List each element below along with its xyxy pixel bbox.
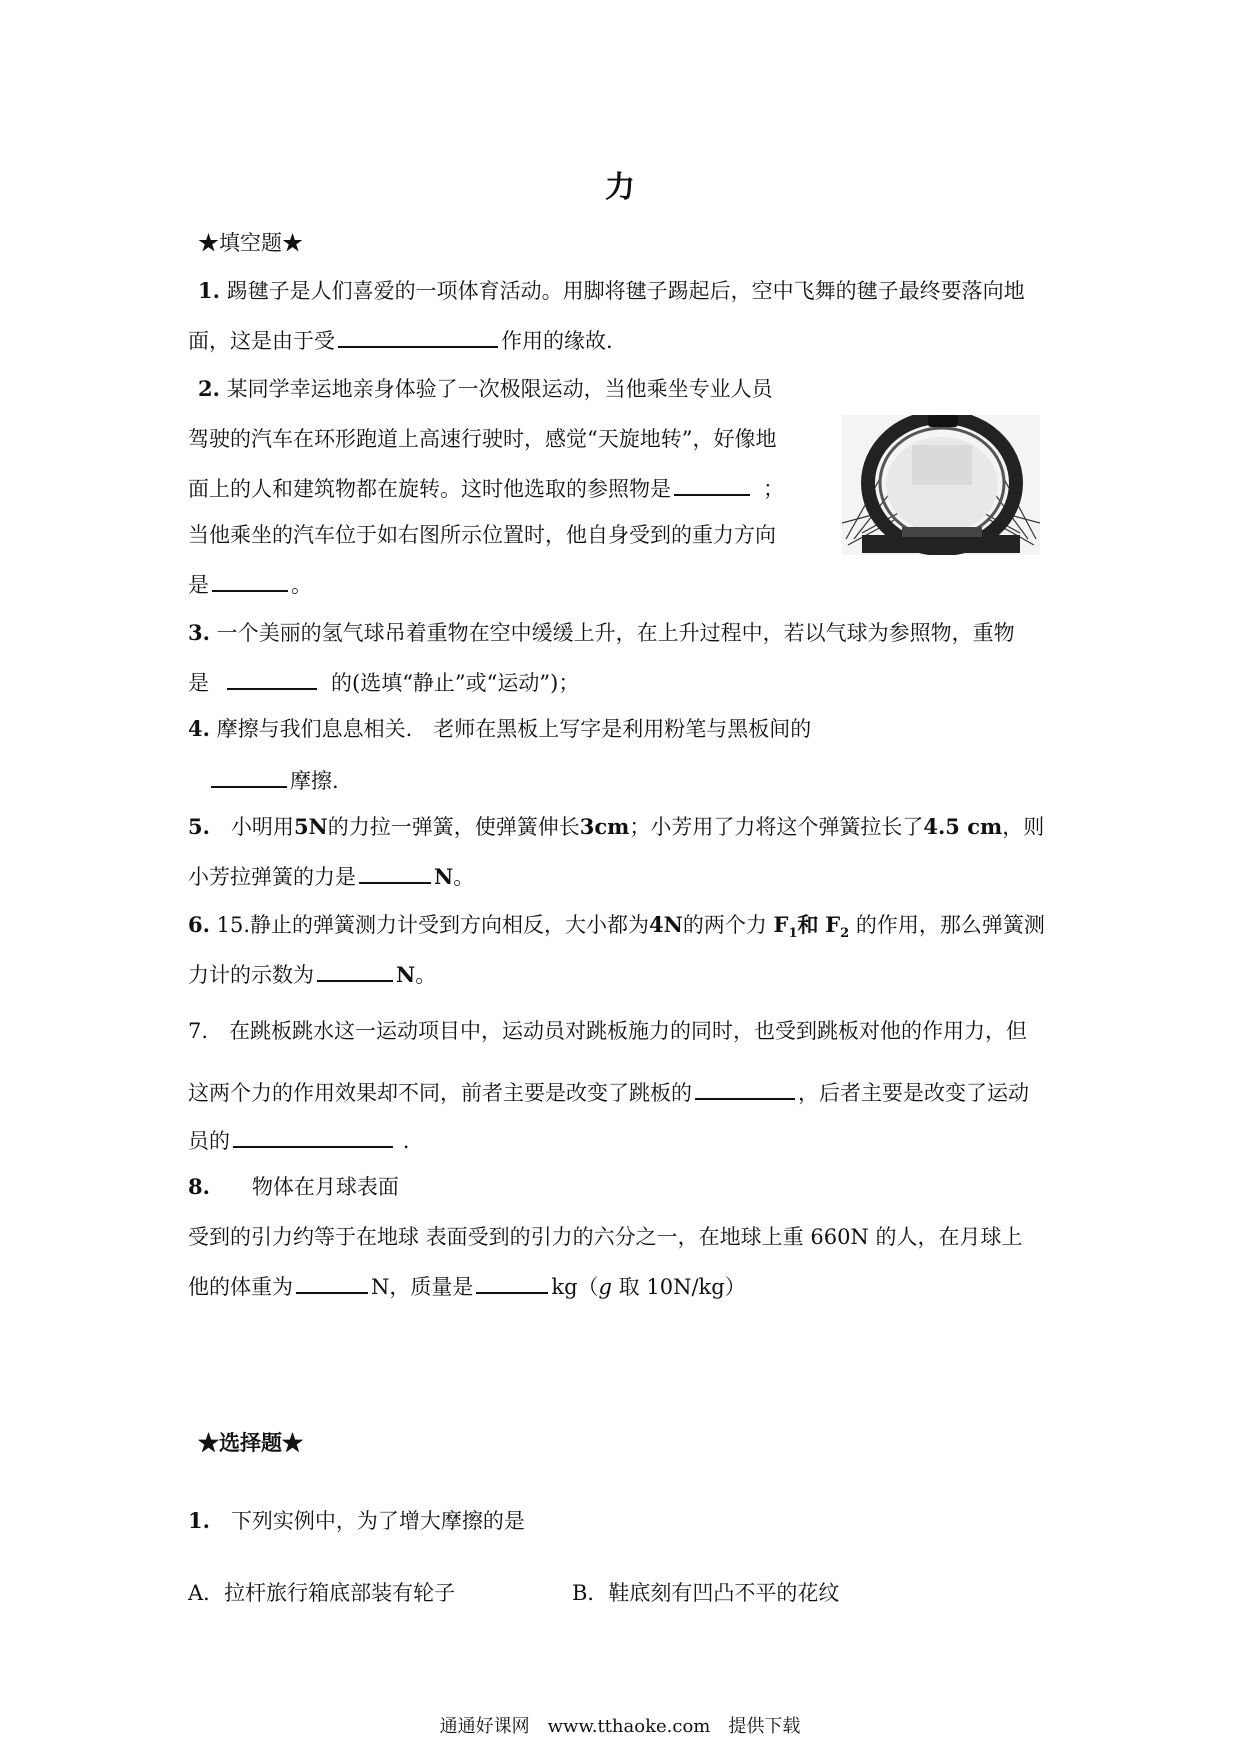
question-text: kg（ (551, 1275, 599, 1299)
value: 5N (293, 814, 328, 839)
value: 3cm (579, 814, 630, 839)
question-text: 是 (188, 573, 209, 597)
question-6-line-1 (188, 910, 1045, 949)
unit: N (434, 864, 454, 889)
question-number: 6. (188, 912, 210, 937)
question-text: 摩擦. (290, 769, 339, 793)
question-2-line-2: 驾驶的汽车在环形跑道上高速行驶时，感觉“天旋地转”，好像地 (188, 427, 777, 451)
question-8-line-2: 受到的引力约等于在地球 表面受到的引力的六分之一，在地球上重 660N 的人，在月球上 (188, 1225, 1023, 1249)
question-text: 的(选填“静止”或“运动”)； (331, 671, 580, 695)
question-5-line-2 (188, 860, 474, 892)
force-symbol: F (773, 912, 789, 937)
question-4-line-2 (208, 764, 339, 796)
question-text: 。 (453, 865, 475, 889)
question-text: 在跳板跳水这一运动项目中，运动员对跳板施力的同时，也受到跳板对他的作用力，但 (229, 1019, 1028, 1043)
question-text: 物体在月球表面 (251, 1175, 399, 1199)
question-2-line-4: 当他乘坐的汽车位于如右图所示位置时，他自身受到的重力方向 (188, 523, 776, 547)
question-text: 他的体重为 (188, 1275, 293, 1299)
question-number: 5. (188, 814, 210, 839)
question-text: 某同学幸运地亲身体验了一次极限运动，当他乘坐专业人员 (226, 377, 773, 401)
question-2-line-3 (188, 472, 784, 504)
question-text: 。 (291, 573, 312, 597)
answer-blank[interactable] (338, 324, 498, 348)
question-text: . (402, 1129, 410, 1153)
question-number: 1. (198, 278, 220, 303)
question-text: 小芳拉弹簧的力是 (188, 865, 356, 889)
question-text: 下列实例中，为了增大摩擦的是 (230, 1509, 525, 1533)
question-text: 摩擦与我们息息相关. 老师在黑板上写字是利用粉笔与黑板间的 (216, 717, 812, 741)
question-3-line-1 (188, 618, 1015, 648)
question-3-line-2 (188, 666, 579, 698)
choice-1-option-a[interactable]: A．拉杆旅行箱底部装有轮子 (188, 1581, 456, 1605)
question-text: 踢毽子是人们喜爱的一项体育活动。用脚将毽子踢起后，空中飞舞的毽子最终要落向地 (226, 279, 1025, 303)
question-5-line-1 (188, 812, 1044, 842)
subscript: 1 (788, 926, 798, 942)
question-text: 面上的人和建筑物都在旋转。这时他选取的参照物是 (188, 477, 671, 501)
question-7-line-2 (188, 1076, 1029, 1108)
page-footer: 通通好课网 www.tthaoke.com 提供下载 (439, 1716, 801, 1737)
answer-blank[interactable] (227, 666, 317, 690)
question-text: 作用的缘故. (501, 329, 613, 353)
answer-blank[interactable] (476, 1270, 548, 1294)
question-text: 员的 (188, 1129, 230, 1153)
question-4-line-1 (188, 714, 811, 744)
question-number: 1. (188, 1508, 210, 1533)
question-2-line-1 (198, 374, 773, 404)
answer-blank[interactable] (359, 860, 431, 884)
question-7-line-3 (188, 1124, 409, 1156)
answer-blank[interactable] (212, 568, 288, 592)
section-heading-fill: ★填空题★ (198, 231, 303, 255)
gravity-symbol: g (598, 1275, 612, 1299)
choice-1-stem (188, 1506, 525, 1536)
question-text: 面，这是由于受 (188, 329, 335, 353)
question-text: 和 (797, 912, 819, 937)
choice-1-option-b[interactable]: B．鞋底刻有凹凸不平的花纹 (572, 1581, 840, 1605)
answer-blank[interactable] (317, 958, 393, 982)
question-text: 。 (415, 963, 437, 987)
question-number: 2. (198, 376, 220, 401)
loop-track-figure (842, 415, 1040, 555)
question-text: 取 10N/kg） (612, 1275, 746, 1299)
answer-blank[interactable] (296, 1270, 368, 1294)
question-number: 8. (188, 1174, 210, 1199)
question-text: 15.静止的弹簧测力计受到方向相反，大小都为 (216, 913, 650, 937)
question-7-line-1 (188, 1016, 1027, 1046)
page-title: 力 (605, 170, 635, 205)
question-6-line-2 (188, 958, 436, 990)
subscript: 2 (840, 926, 850, 942)
question-1-line-1 (198, 276, 1025, 306)
question-number: 7. (188, 1019, 209, 1043)
section-heading-choice: ★选择题★ (198, 1430, 303, 1455)
answer-blank[interactable] (695, 1076, 795, 1100)
question-text: ，后者主要是改变了运动 (798, 1081, 1029, 1105)
unit: N (396, 962, 416, 987)
question-text: ，则 (1002, 815, 1045, 839)
question-text: ； (763, 477, 784, 501)
question-text: 一个美丽的氢气球吊着重物在空中缓缓上升，在上升过程中，若以气球为参照物，重物 (216, 621, 1015, 645)
question-text: 的力拉一弹簧，使弹簧伸长 (327, 815, 580, 839)
value: 4.5 cm (923, 814, 1003, 839)
question-number: 3. (188, 620, 210, 645)
question-number: 4. (188, 716, 210, 741)
question-1-line-2 (188, 324, 613, 356)
question-text: 的作用，那么弹簧测 (855, 913, 1045, 937)
question-text: N，质量是 (371, 1275, 474, 1299)
question-text: 力计的示数为 (188, 963, 314, 987)
question-text: 这两个力的作用效果却不同，前者主要是改变了跳板的 (188, 1081, 692, 1105)
question-2-line-5 (188, 568, 312, 600)
answer-blank[interactable] (211, 764, 287, 788)
answer-blank[interactable] (233, 1124, 393, 1148)
question-text: 是 (188, 671, 209, 695)
value: 4N (649, 912, 683, 937)
question-text: ；小芳用了力将这个弹簧拉长了 (629, 815, 924, 839)
question-8-line-1 (188, 1172, 399, 1202)
question-text: 小明用 (230, 815, 294, 839)
answer-blank[interactable] (674, 472, 750, 496)
question-text: 的两个力 (682, 913, 767, 937)
question-8-line-3 (188, 1270, 746, 1302)
force-symbol: F (825, 912, 841, 937)
